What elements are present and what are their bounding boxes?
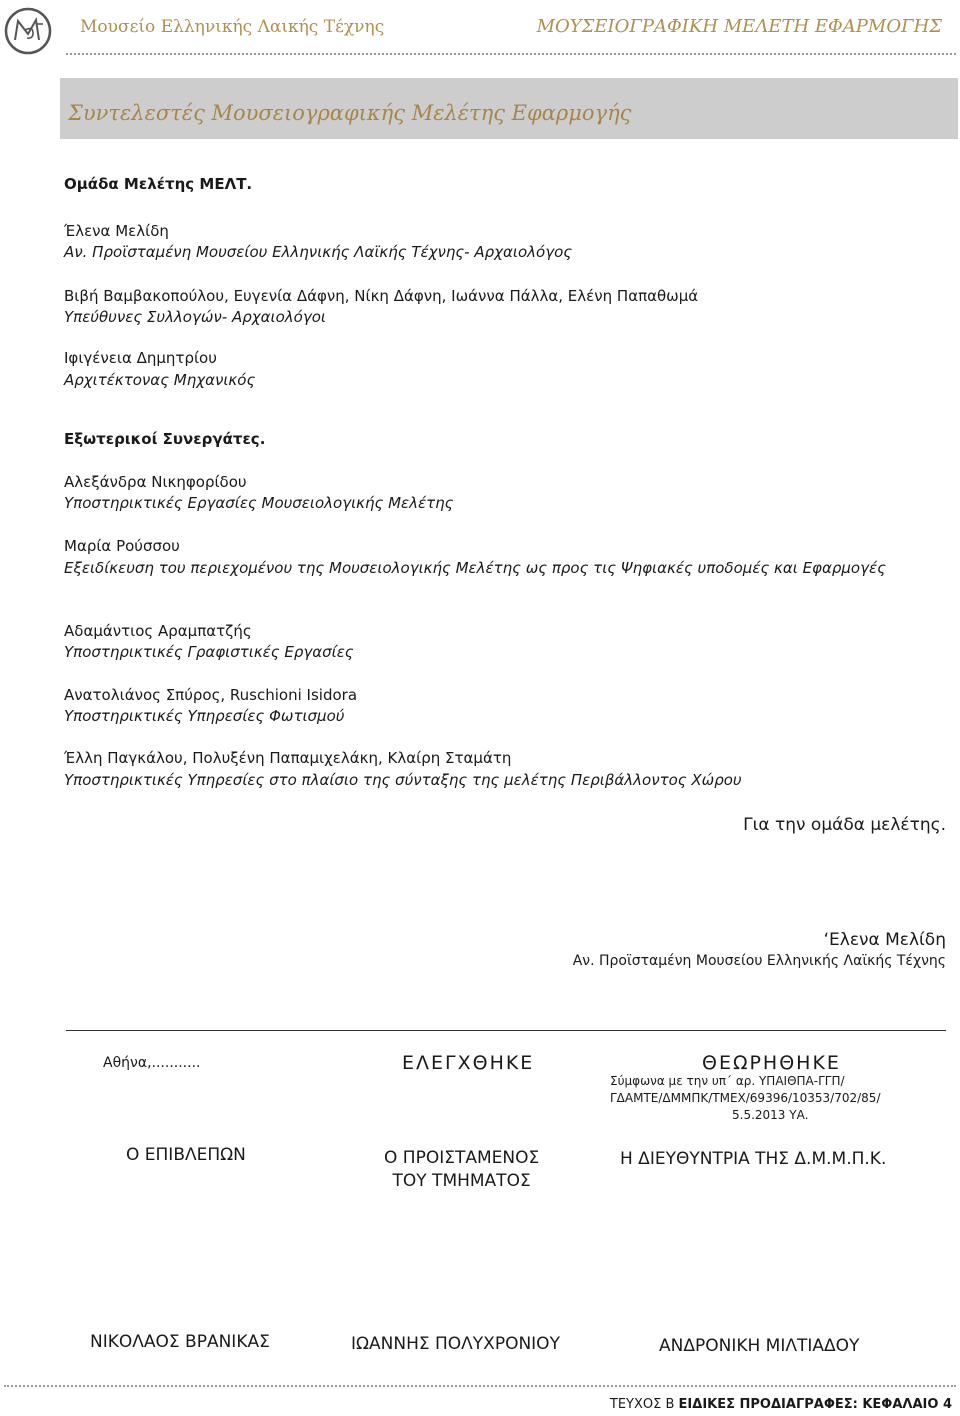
external-member-name: Ανατολιάνος Σπύρος, Ruschioni Isidora <box>64 686 358 704</box>
team-member-role: Αρχιτέκτονας Μηχανικός <box>64 371 256 389</box>
team-member-role: Υπεύθυνες Συλλογών- Αρχαιολόγοι <box>64 308 326 326</box>
external-member-name: Αδαμάντιος Αραμπατζής <box>64 622 252 640</box>
section-title: Συντελεστές Μουσειογραφικής Μελέτης Εφαρμογής <box>68 101 632 125</box>
external-member-role: Υποστηρικτικές Υπηρεσίες Φωτισμού <box>64 707 345 725</box>
team-member-name: Έλενα Μελίδη <box>64 222 169 240</box>
team-member-name: Βιβή Βαμβακοπούλου, Ευγενία Δάφνη, Νίκη Δάφνη, Ιωάννα Πάλλα, Ελένη Παπαθωμά <box>64 287 699 305</box>
museum-logo <box>3 6 53 56</box>
team-heading: Ομάδα Μελέτης ΜΕΛΤ. <box>64 175 253 193</box>
signatory-name: ‘Ελενα Μελίδη <box>823 930 946 950</box>
external-member-role: Υποστηρικτικές Γραφιστικές Εργασίες <box>64 643 354 661</box>
considered-label: ΘΕΩΡΗΘΗΚΕ <box>702 1052 841 1074</box>
approval-line: ΓΔΑΜΤΕ/ΔΜΜΠΚ/ΤΜΕΧ/69396/10353/702/85/ <box>610 1091 881 1105</box>
document-title: ΜΟΥΣΕΙΟΓΡΑΦΙΚΗ ΜΕΛΕΤΗ ΕΦΑΡΜΟΓΗΣ <box>536 16 942 37</box>
external-member-name: Μαρία Ρούσσου <box>64 537 180 555</box>
department-head-label <box>384 1147 539 1193</box>
department-head-line: ΤΟΥ ΤΜΗΜΑΤΟΣ <box>392 1171 531 1191</box>
footer-volume: ΤΕΥΧΟΣ Β <box>609 1397 675 1412</box>
checked-label: ΕΛΕΓΧΘΗΚΕ <box>402 1052 535 1074</box>
approval-divider <box>66 1030 946 1031</box>
external-member-role: Υποστηρικτικές Εργασίες Μουσειολογικής Μελέτης <box>64 494 454 512</box>
footer-chapter: ΕΙΔΙΚΕΣ ΠΡΟΔΙΑΓΡΑΦΕΣ: ΚΕΦΑΛΑΙΟ 4 <box>678 1397 952 1412</box>
external-member-role: Εξειδίκευση του περιεχομένου της Μουσειολογικής Μελέτης ως προς τις Ψηφιακές υποδομές και Εφαρμογές <box>64 559 886 577</box>
director-label: Η ΔΙΕΥΘΥΝΤΡΙΑ ΤΗΣ Δ.Μ.Μ.Π.Κ. <box>620 1149 887 1169</box>
signatory-role: Αν. Προϊσταμένη Μουσείου Ελληνικής Λαϊκής Τέχνης <box>572 953 946 969</box>
department-head-line: Ο ΠΡΟΙΣΤΑΜΕΝΟΣ <box>384 1148 540 1168</box>
footer <box>610 1397 952 1412</box>
approval-line: 5.5.2013 ΥΑ. <box>732 1108 809 1122</box>
team-member-role: Αν. Προϊσταμένη Μουσείου Ελληνικής Λαϊκής Τέχνης- Αρχαιολόγος <box>64 243 573 261</box>
external-member-role: Υποστηρικτικές Υπηρεσίες στο πλαίσιο της σύνταξης της μελέτης Περιβάλλοντος Χώρου <box>64 771 742 789</box>
external-member-name: Αλεξάνδρα Νικηφορίδου <box>64 473 247 491</box>
footer-divider <box>4 1385 956 1387</box>
museum-name: Μουσείο Ελληνικής Λαικής Τέχνης <box>80 17 385 37</box>
supervisor-label: Ο ΕΠΙΒΛΕΠΩΝ <box>126 1145 246 1165</box>
department-head-name: ΙΩΑΝΝΗΣ ΠΟΛΥΧΡΟΝΙΟΥ <box>351 1334 560 1354</box>
director-name: ΑΝΔΡΟΝΙΚΗ ΜΙΛΤΙΑΔΟΥ <box>659 1336 860 1356</box>
place-date: Αθήνα,........... <box>103 1055 201 1071</box>
approval-reference <box>610 1073 948 1124</box>
header-divider <box>66 53 956 55</box>
external-heading: Εξωτερικοί Συνεργάτες. <box>64 430 266 448</box>
for-team-label: Για την ομάδα μελέτης. <box>743 815 946 835</box>
external-member-name: Έλλη Παγκάλου, Πολυξένη Παπαμιχελάκη, Κλαίρη Σταμάτη <box>64 749 512 767</box>
team-member-name: Ιφιγένεια Δημητρίου <box>64 349 217 367</box>
supervisor-name: ΝΙΚΟΛΑΟΣ ΒΡΑΝΙΚΑΣ <box>90 1332 270 1352</box>
approval-line: Σύμφωνα με την υπ΄ αρ. ΥΠΑΙΘΠΑ-ΓΓΠ/ <box>610 1074 845 1088</box>
